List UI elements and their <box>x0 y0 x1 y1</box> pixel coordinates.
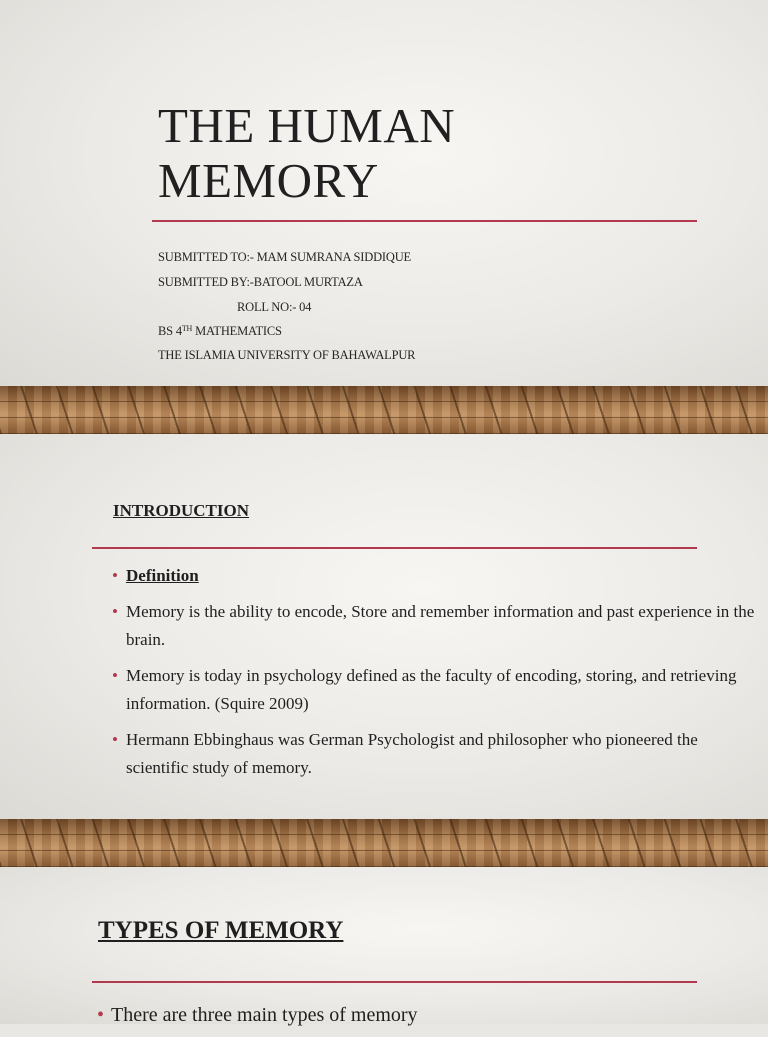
wood-floor-decoration <box>0 386 768 434</box>
types-divider <box>92 981 697 983</box>
university: THE ISLAMIA UNIVERSITY OF BAHAWALPUR <box>158 348 416 362</box>
types-bullet-list <box>97 1001 747 1037</box>
title-divider <box>152 220 697 222</box>
bullet-icon: • <box>112 666 118 685</box>
program: BS 4TH MATHEMATICS <box>158 324 282 338</box>
bullet-icon: • <box>112 730 118 749</box>
list-item: • Memory is the ability to encode, Store and remember information and past experience in the brain. <box>112 598 762 654</box>
section-heading-introduction: INTRODUCTION <box>113 501 250 520</box>
section-heading-types: TYPES OF MEMORY <box>98 917 344 944</box>
list-item: • Definition <box>112 562 762 590</box>
bullet-icon: • <box>112 566 118 585</box>
roll-number: ROLL NO:- 04 <box>237 300 312 314</box>
submitted-to: SUBMITTED TO:- MAM SUMRANA SIDDIQUE <box>158 250 411 264</box>
page-title: THE HUMAN MEMORY <box>158 98 456 208</box>
intro-divider <box>92 547 697 549</box>
list-item: • There are three main types of memory <box>97 1001 747 1029</box>
slide-title <box>0 0 768 386</box>
bullet-icon: • <box>112 602 118 621</box>
wood-floor-decoration <box>0 819 768 867</box>
intro-bullet-list <box>112 562 762 790</box>
bullet-icon: • <box>97 1004 105 1026</box>
list-item: • Hermann Ebbinghaus was German Psychologist and philosopher who pioneered the scientific study of memory. <box>112 726 762 782</box>
submitted-by: SUBMITTED BY:-BATOOL MURTAZA <box>158 275 363 289</box>
list-item: • Memory is today in psychology defined as the faculty of encoding, storing, and retrieving information. (Squire 2009) <box>112 662 762 718</box>
